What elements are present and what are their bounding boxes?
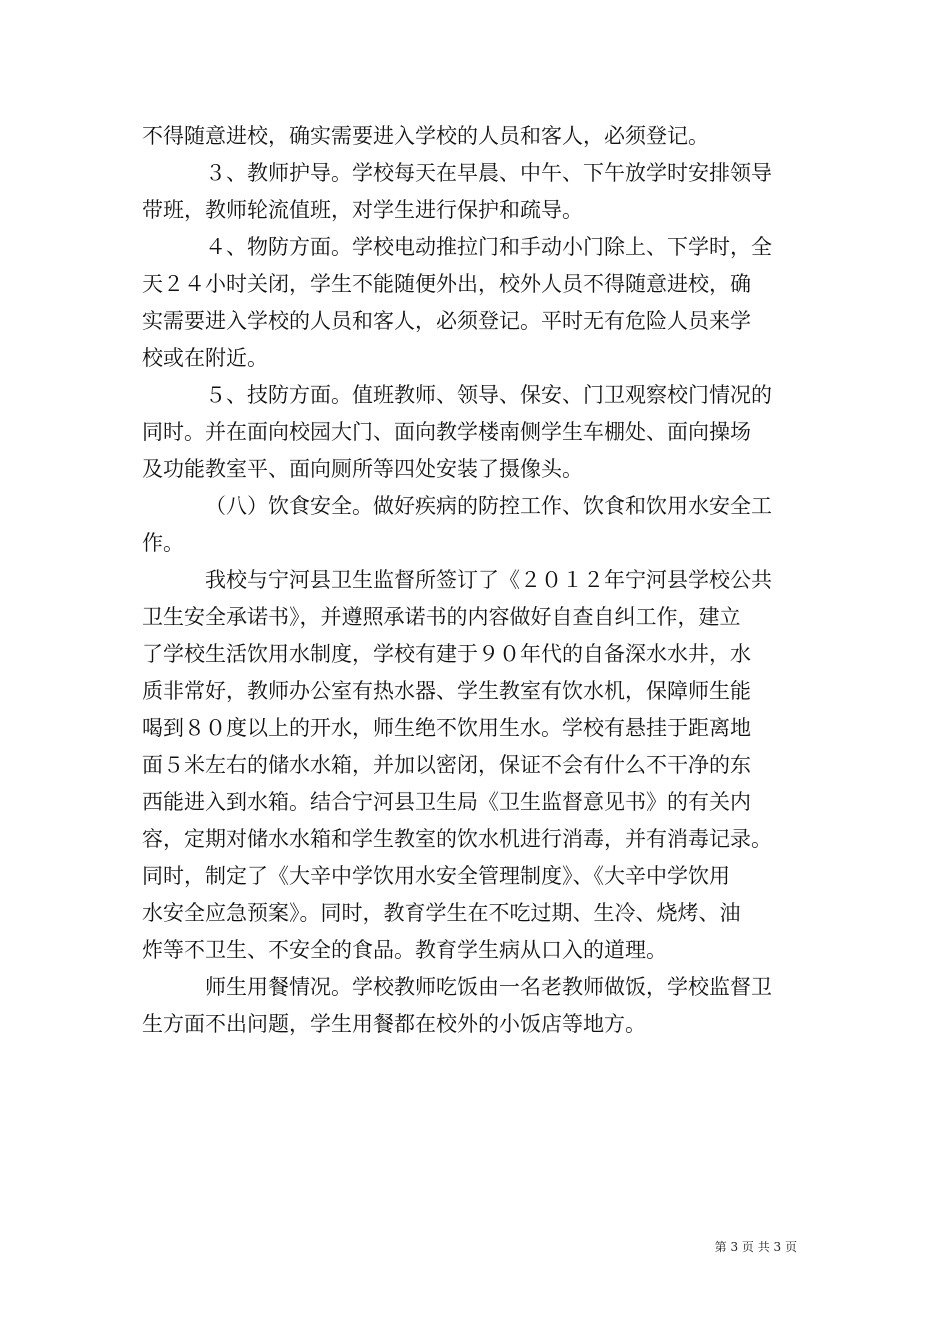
paragraph-first-line: （八）饮食安全。做好疾病的防控工作、饮食和饮用水安全工 — [205, 494, 772, 518]
text-line: 校或在附近。 — [142, 346, 268, 370]
paragraph-first-line: 师生用餐情况。学校教师吃饭由一名老教师做饭，学校监督卫 — [205, 975, 772, 999]
text-line: 面５米左右的储水水箱，并加以密闭，保证不会有什么不干净的东 — [142, 753, 751, 777]
text-line: 同时，制定了《大辛中学饮用水安全管理制度》、《大辛中学饮用 — [142, 864, 730, 888]
page-number: 第 3 页 共 3 页 — [714, 1240, 797, 1254]
text-line: 容，定期对储水水箱和学生教室的饮水机进行消毒，并有消毒记录。 — [142, 827, 772, 851]
text-line: 炸等不卫生、不安全的食品。教育学生病从口入的道理。 — [142, 938, 667, 962]
paragraph-first-line: ５、技防方面。值班教师、领导、保安、门卫观察校门情况的 — [205, 383, 772, 407]
text-line: 作。 — [142, 531, 184, 555]
document-body — [142, 118, 822, 1043]
text-line: 天２４小时关闭，学生不能随便外出，校外人员不得随意进校，确 — [142, 272, 751, 296]
text-line: 实需要进入学校的人员和客人，必须登记。平时无有危险人员来学 — [142, 309, 751, 333]
text-line: 卫生安全承诺书》，并遵照承诺书的内容做好自查自纠工作，建立 — [142, 605, 741, 629]
text-line: 及功能教室平、面向厕所等四处安装了摄像头。 — [142, 457, 583, 481]
text-line: 不得随意进校，确实需要进入学校的人员和客人，必须登记。 — [142, 124, 709, 148]
text-line: 同时。并在面向校园大门、面向教学楼南侧学生车棚处、面向操场 — [142, 420, 751, 444]
text-line: 了学校生活饮用水制度，学校有建于９０年代的自备深水水井，水 — [142, 642, 751, 666]
text-line: 质非常好，教师办公室有热水器、学生教室有饮水机，保障师生能 — [142, 679, 751, 703]
paragraph-first-line: ４、物防方面。学校电动推拉门和手动小门除上、下学时，全 — [205, 235, 772, 259]
text-line: 西能进入到水箱。结合宁河县卫生局《卫生监督意见书》的有关内 — [142, 790, 751, 814]
text-line: 带班，教师轮流值班，对学生进行保护和疏导。 — [142, 198, 583, 222]
paragraph-first-line: 我校与宁河县卫生监督所签订了《２０１２年宁河县学校公共 — [205, 568, 772, 592]
text-line: 水安全应急预案》。同时，教育学生在不吃过期、生冷、烧烤、油 — [142, 901, 741, 925]
paragraph-first-line: ３、教师护导。学校每天在早晨、中午、下午放学时安排领导 — [205, 161, 772, 185]
text-line: 生方面不出问题，学生用餐都在校外的小饭店等地方。 — [142, 1012, 646, 1036]
text-line: 喝到８０度以上的开水，师生绝不饮用生水。学校有悬挂于距离地 — [142, 716, 751, 740]
